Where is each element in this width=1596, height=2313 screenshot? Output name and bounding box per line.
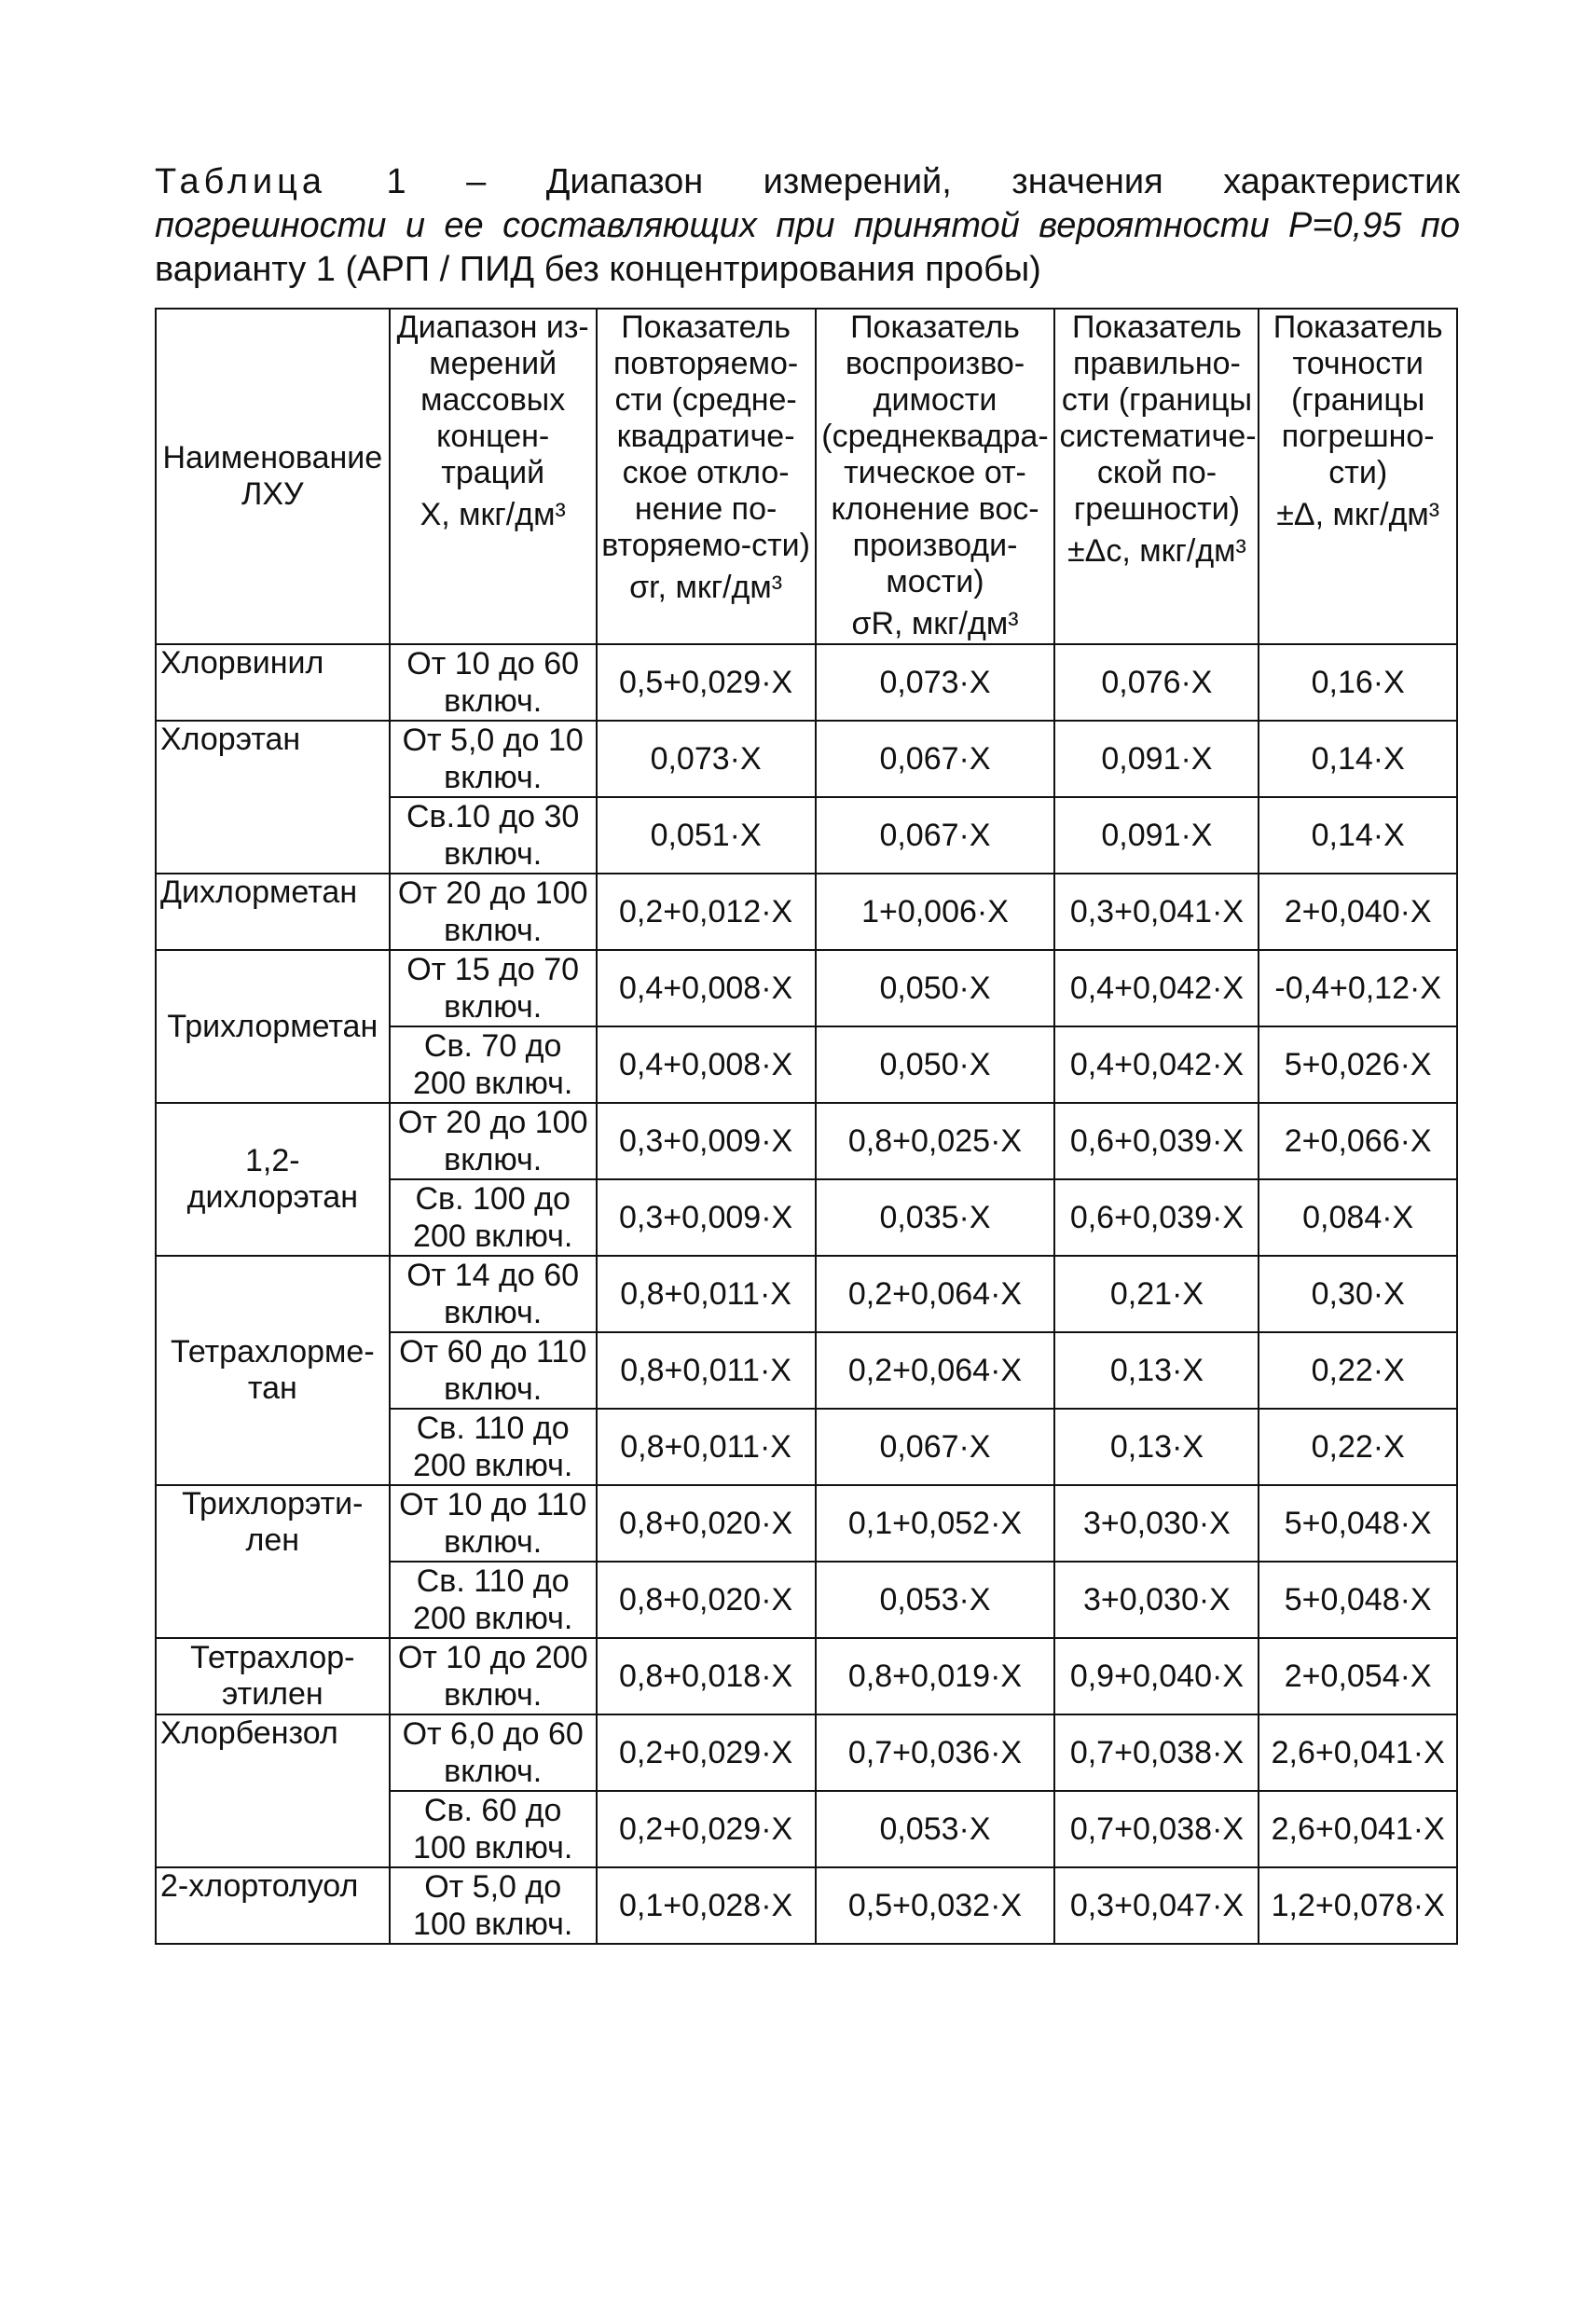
header-repeatability-text: Показатель повторяемо-сти (средне-квадратиче-ское откло-нение по-вторяемо-сти) — [601, 310, 810, 563]
caption-line-3: варианту 1 (АРП / ПИД без концентрирования пробы) — [155, 250, 1041, 289]
concentration-range: От 5,0 до 10 включ. — [390, 721, 597, 797]
trueness-value: 0,6+0,039·X — [1054, 1179, 1259, 1256]
caption-line-1 — [155, 160, 1460, 204]
concentration-range: Св. 70 до 200 включ. — [390, 1026, 597, 1103]
reproducibility-value: 0,067·X — [816, 1409, 1055, 1485]
concentration-range: От 5,0 до 100 включ. — [390, 1867, 597, 1944]
compound-name: 2-хлортолуол — [156, 1867, 390, 1944]
trueness-value: 0,6+0,039·X — [1054, 1103, 1259, 1179]
reproducibility-value: 1+0,006·X — [816, 874, 1055, 950]
accuracy-value: 2,6+0,041·X — [1259, 1714, 1457, 1791]
accuracy-value: 1,2+0,078·X — [1259, 1867, 1457, 1944]
trueness-value: 0,13·X — [1054, 1332, 1259, 1409]
trueness-value: 0,21·X — [1054, 1256, 1259, 1332]
reproducibility-value: 0,8+0,025·X — [816, 1103, 1055, 1179]
caption-word: значения — [1011, 162, 1163, 201]
header-accuracy-text: Показатель точности (границы погрешно-сти) — [1273, 310, 1443, 490]
caption-word: – — [466, 162, 487, 201]
table-row — [156, 1103, 1457, 1179]
trueness-value: 3+0,030·X — [1054, 1485, 1259, 1562]
compound-name: Хлорэтан — [156, 721, 390, 874]
repeatability-value: 0,8+0,011·X — [597, 1256, 816, 1332]
measurement-characteristics-table — [155, 308, 1458, 1945]
concentration-range: От 15 до 70 включ. — [390, 950, 597, 1026]
accuracy-value: 0,084·X — [1259, 1179, 1457, 1256]
accuracy-value: 5+0,026·X — [1259, 1026, 1457, 1103]
header-repeatability-unit: σr, мкг/дм³ — [629, 570, 783, 605]
trueness-value: 0,091·X — [1054, 797, 1259, 874]
compound-name: Трихлорэти-лен — [156, 1485, 390, 1638]
table-row — [156, 721, 1457, 797]
repeatability-value: 0,8+0,011·X — [597, 1409, 816, 1485]
repeatability-value: 0,051·X — [597, 797, 816, 874]
trueness-value: 0,091·X — [1054, 721, 1259, 797]
accuracy-value: 2,6+0,041·X — [1259, 1791, 1457, 1867]
header-repeatability — [597, 309, 816, 644]
table-row — [156, 1867, 1457, 1944]
table-caption — [155, 160, 1460, 292]
caption-word: характеристик — [1223, 162, 1460, 201]
table-row — [156, 644, 1457, 721]
concentration-range: Св. 110 до 200 включ. — [390, 1409, 597, 1485]
reproducibility-value: 0,8+0,019·X — [816, 1638, 1055, 1714]
caption-word: и — [405, 206, 425, 245]
caption-word: 1 — [386, 162, 406, 201]
accuracy-value: 2+0,040·X — [1259, 874, 1457, 950]
header-trueness — [1054, 309, 1259, 644]
header-range-text: Диапазон из-мерений массовых концен-траций — [396, 310, 589, 490]
repeatability-value: 0,4+0,008·X — [597, 950, 816, 1026]
accuracy-value: 0,14·X — [1259, 721, 1457, 797]
compound-name: Хлорвинил — [156, 644, 390, 721]
trueness-value: 0,3+0,047·X — [1054, 1867, 1259, 1944]
table-row — [156, 874, 1457, 950]
concentration-range: Св.10 до 30 включ. — [390, 797, 597, 874]
compound-name: Хлорбензол — [156, 1714, 390, 1867]
concentration-range: От 14 до 60 включ. — [390, 1256, 597, 1332]
repeatability-value: 0,3+0,009·X — [597, 1103, 816, 1179]
caption-word: Р=0,95 — [1288, 206, 1402, 245]
reproducibility-value: 0,067·X — [816, 721, 1055, 797]
header-name — [156, 309, 390, 644]
repeatability-value: 0,8+0,018·X — [597, 1638, 816, 1714]
reproducibility-value: 0,1+0,052·X — [816, 1485, 1055, 1562]
reproducibility-value: 0,5+0,032·X — [816, 1867, 1055, 1944]
reproducibility-value: 0,053·X — [816, 1791, 1055, 1867]
caption-word: измерений, — [763, 162, 952, 201]
header-name-text: Наименование ЛХУ — [162, 440, 383, 512]
header-reproducibility-text: Показатель воспроизво-димости (среднеквадра-тическое от-клонение вос-производи-мости) — [821, 310, 1049, 599]
caption-word: погрешности — [155, 206, 387, 245]
repeatability-value: 0,8+0,020·X — [597, 1485, 816, 1562]
caption-word: при — [776, 206, 835, 245]
accuracy-value: 5+0,048·X — [1259, 1562, 1457, 1638]
reproducibility-value: 0,7+0,036·X — [816, 1714, 1055, 1791]
table-row — [156, 1638, 1457, 1714]
trueness-value: 0,7+0,038·X — [1054, 1791, 1259, 1867]
reproducibility-value: 0,035·X — [816, 1179, 1055, 1256]
caption-word: ее — [444, 206, 484, 245]
concentration-range: Св. 100 до 200 включ. — [390, 1179, 597, 1256]
trueness-value: 0,4+0,042·X — [1054, 950, 1259, 1026]
repeatability-value: 0,8+0,020·X — [597, 1562, 816, 1638]
repeatability-value: 0,1+0,028·X — [597, 1867, 816, 1944]
table-row — [156, 1485, 1457, 1562]
header-trueness-text: Показатель правильно-сти (границы систематиче-ской по-грешности) — [1059, 310, 1257, 527]
repeatability-value: 0,8+0,011·X — [597, 1332, 816, 1409]
compound-name: Тетрахлорме-тан — [156, 1256, 390, 1485]
repeatability-value: 0,2+0,012·X — [597, 874, 816, 950]
concentration-range: Св. 110 до 200 включ. — [390, 1562, 597, 1638]
header-trueness-unit: ±Δc, мкг/дм³ — [1066, 533, 1246, 569]
trueness-value: 0,076·X — [1054, 644, 1259, 721]
table-row — [156, 950, 1457, 1026]
repeatability-value: 0,2+0,029·X — [597, 1791, 816, 1867]
reproducibility-value: 0,2+0,064·X — [816, 1256, 1055, 1332]
concentration-range: От 10 до 60 включ. — [390, 644, 597, 721]
accuracy-value: 5+0,048·X — [1259, 1485, 1457, 1562]
table-header-row — [156, 309, 1457, 644]
accuracy-value: 2+0,054·X — [1259, 1638, 1457, 1714]
header-accuracy-unit: ±Δ, мкг/дм³ — [1276, 497, 1440, 532]
trueness-value: 0,3+0,041·X — [1054, 874, 1259, 950]
concentration-range: От 20 до 100 включ. — [390, 874, 597, 950]
header-accuracy — [1259, 309, 1457, 644]
caption-word: вероятности — [1039, 206, 1270, 245]
caption-line-2 — [155, 204, 1460, 248]
repeatability-value: 0,4+0,008·X — [597, 1026, 816, 1103]
header-range — [390, 309, 597, 644]
accuracy-value: 2+0,066·X — [1259, 1103, 1457, 1179]
header-reproducibility — [816, 309, 1055, 644]
accuracy-value: 0,14·X — [1259, 797, 1457, 874]
compound-name: Дихлорметан — [156, 874, 390, 950]
accuracy-value: 0,22·X — [1259, 1332, 1457, 1409]
table-row — [156, 1256, 1457, 1332]
table-body — [156, 644, 1457, 1944]
repeatability-value: 0,5+0,029·X — [597, 644, 816, 721]
caption-word: Таблица — [155, 162, 326, 201]
reproducibility-value: 0,067·X — [816, 797, 1055, 874]
accuracy-value: 0,30·X — [1259, 1256, 1457, 1332]
compound-name: 1,2-дихлорэтан — [156, 1103, 390, 1256]
trueness-value: 0,9+0,040·X — [1054, 1638, 1259, 1714]
trueness-value: 0,4+0,042·X — [1054, 1026, 1259, 1103]
caption-word: по — [1420, 206, 1460, 245]
repeatability-value: 0,2+0,029·X — [597, 1714, 816, 1791]
accuracy-value: 0,16·X — [1259, 644, 1457, 721]
reproducibility-value: 0,2+0,064·X — [816, 1332, 1055, 1409]
repeatability-value: 0,3+0,009·X — [597, 1179, 816, 1256]
trueness-value: 0,7+0,038·X — [1054, 1714, 1259, 1791]
concentration-range: От 20 до 100 включ. — [390, 1103, 597, 1179]
concentration-range: От 6,0 до 60 включ. — [390, 1714, 597, 1791]
table-row — [156, 1714, 1457, 1791]
repeatability-value: 0,073·X — [597, 721, 816, 797]
compound-name: Тетрахлор-этилен — [156, 1638, 390, 1714]
reproducibility-value: 0,050·X — [816, 1026, 1055, 1103]
reproducibility-value: 0,050·X — [816, 950, 1055, 1026]
reproducibility-value: 0,053·X — [816, 1562, 1055, 1638]
header-reproducibility-unit: σR, мкг/дм³ — [851, 606, 1019, 641]
concentration-range: От 60 до 110 включ. — [390, 1332, 597, 1409]
caption-word: составляющих — [502, 206, 757, 245]
caption-word: Диапазон — [545, 162, 704, 201]
trueness-value: 0,13·X — [1054, 1409, 1259, 1485]
accuracy-value: 0,22·X — [1259, 1409, 1457, 1485]
accuracy-value: -0,4+0,12·X — [1259, 950, 1457, 1026]
reproducibility-value: 0,073·X — [816, 644, 1055, 721]
compound-name: Трихлорметан — [156, 950, 390, 1103]
concentration-range: Св. 60 до 100 включ. — [390, 1791, 597, 1867]
header-range-unit: X, мкг/дм³ — [420, 497, 566, 532]
concentration-range: От 10 до 200 включ. — [390, 1638, 597, 1714]
caption-word: принятой — [853, 206, 1020, 245]
trueness-value: 3+0,030·X — [1054, 1562, 1259, 1638]
concentration-range: От 10 до 110 включ. — [390, 1485, 597, 1562]
